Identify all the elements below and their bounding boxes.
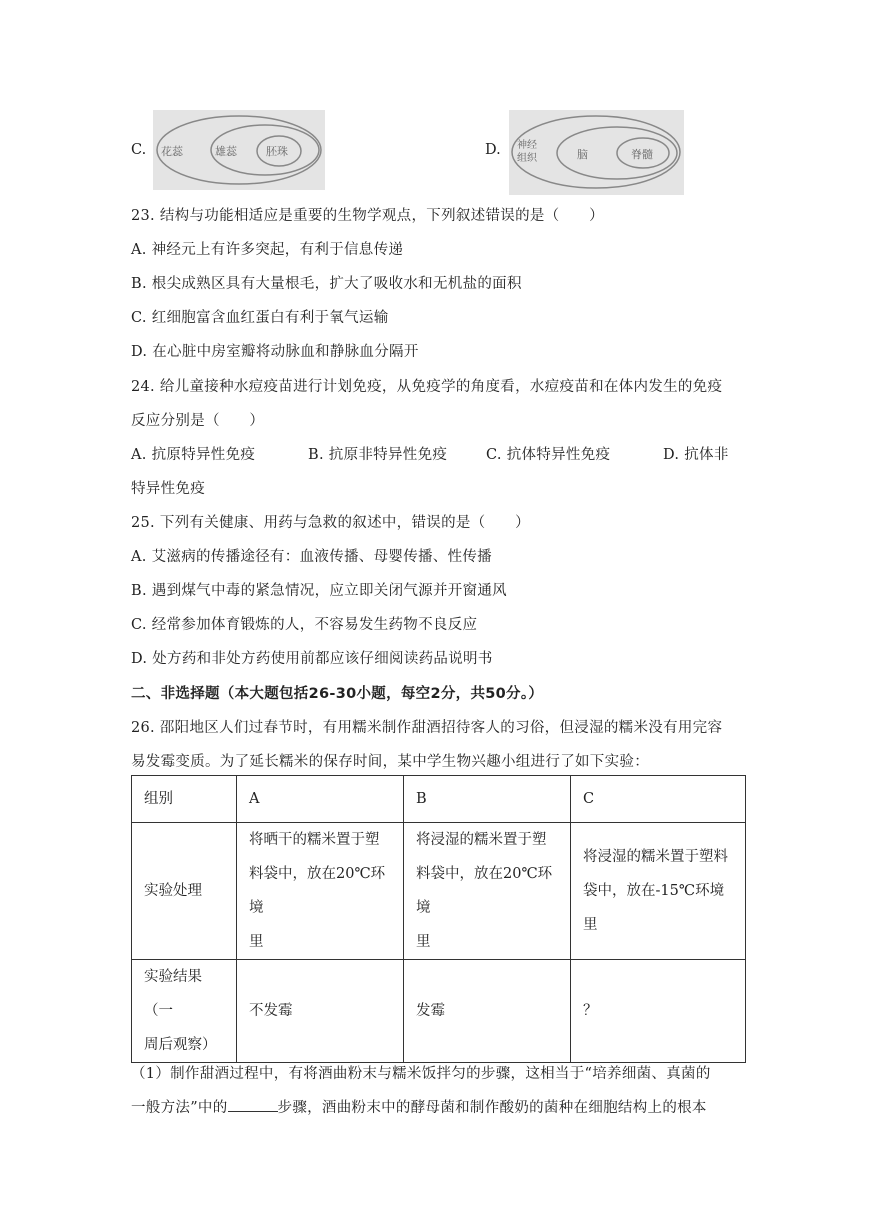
q25-option-a: A. 艾滋病的传播途径有：血液传播、母婴传播、性传播 (131, 549, 492, 565)
table-cell-line: 将浸湿的糯米置于塑料 (583, 849, 728, 865)
diagram-c-outer-label: 花蕊 (161, 145, 183, 158)
q26-stem-line2: 易发霉变质。为了延长糯米的保存时间，某中学生物兴趣小组进行了如下实验： (131, 754, 649, 770)
q23-option-d: D. 在心脏中房室瓣将动脉血和静脉血分隔开 (131, 344, 419, 360)
q24-stem-line2: 反应分别是（ ） (131, 413, 265, 429)
diagram-c-middle-label: 雄蕊 (215, 145, 237, 158)
option-d-label: D. (485, 142, 501, 158)
table-header-cell: C (571, 776, 746, 823)
table-cell (237, 823, 404, 960)
nested-ellipse-diagram-c (153, 110, 325, 190)
table-cell-line: 周后观察） (144, 1037, 217, 1053)
answer-blank[interactable] (228, 1097, 278, 1112)
table-row-label: 实验处理 (132, 823, 237, 960)
q24-option-d: D. 抗体非 (663, 447, 729, 463)
table-cell-line: 将浸湿的糯米置于塑 (416, 832, 547, 848)
table-row-label (132, 960, 237, 1063)
q24-option-c: C. 抗体特异性免疫 (486, 447, 611, 463)
q24-option-b: B. 抗原非特异性免疫 (308, 447, 448, 463)
q23-stem: 23. 结构与功能相适应是重要的生物学观点，下列叙述错误的是（ ） (131, 208, 604, 224)
diagram-d-middle-label: 脑 (577, 148, 588, 161)
table-header-cell: A (237, 776, 404, 823)
table-cell-line: 将晒干的糯米置于塑 (249, 832, 380, 848)
section-2-title: 二、非选择题（本大题包括26-30小题，每空2分，共50分。） (131, 686, 544, 702)
q23-option-c: C. 红细胞富含血红蛋白有利于氧气运输 (131, 310, 389, 326)
table-header-row (132, 776, 746, 823)
table-cell (404, 823, 571, 960)
diagram-d-outer-label-1: 神经 (517, 140, 537, 151)
table-cell-line: 袋中，放在-15℃环境里 (583, 883, 725, 933)
q26-sub1-line1: （1）制作甜酒过程中，有将酒曲粉末与糯米饭拌匀的步骤，这相当于“培养细菌、真菌的 (131, 1066, 711, 1082)
table-cell: ？ (571, 960, 746, 1063)
table-row (132, 960, 746, 1063)
table-header-cell: 组别 (132, 776, 237, 823)
table-cell-line: 实验结果（一 (144, 969, 202, 1019)
q26-stem-line1: 26. 邵阳地区人们过春节时，有用糯米制作甜酒招待客人的习俗，但浸湿的糯米没有用完容 (131, 720, 723, 736)
q25-option-b: B. 遇到煤气中毒的紧急情况，应立即关闭气源并开窗通风 (131, 583, 507, 599)
q24-option-d-continued: 特异性免疫 (131, 481, 205, 497)
q24-option-a: A. 抗原特异性免疫 (131, 447, 256, 463)
nested-ellipse-diagram-d (509, 110, 684, 195)
q25-option-c: C. 经常参加体育锻炼的人，不容易发生药物不良反应 (131, 617, 478, 633)
table-cell: 发霉 (404, 960, 571, 1063)
table-cell-line: 料袋中，放在20℃环境 (249, 866, 386, 916)
q25-stem: 25. 下列有关健康、用药与急救的叙述中，错误的是（ ） (131, 515, 530, 531)
table-header-cell: B (404, 776, 571, 823)
q26-sub1-line2-end: 步骤，酒曲粉末中的酵母菌和制作酸奶的菌种在细胞结构上的根本 (277, 1100, 707, 1116)
q23-option-b: B. 根尖成熟区具有大量根毛，扩大了吸收水和无机盐的面积 (131, 276, 522, 292)
q26-sub1-line2 (131, 1096, 707, 1117)
q23-option-a: A. 神经元上有许多突起，有利于信息传递 (131, 242, 404, 258)
diagram-d-outer-label-2: 组织 (517, 153, 537, 164)
q24-stem-line1: 24. 给儿童接种水痘疫苗进行计划免疫，从免疫学的角度看，水痘疫苗和在体内发生的免疫 (131, 379, 723, 395)
table-row (132, 823, 746, 960)
table-cell-line: 里 (416, 934, 431, 950)
q26-sub1-line2-start: 一般方法”中的 (131, 1100, 228, 1116)
q25-option-d: D. 处方药和非处方药使用前都应该仔细阅读药品说明书 (131, 651, 493, 667)
diagram-d-inner-label: 脊髓 (631, 148, 653, 161)
table-cell-line: 里 (249, 934, 264, 950)
option-c-label: C. (131, 142, 147, 158)
table-cell-line: 料袋中，放在20℃环境 (416, 866, 553, 916)
experiment-table (131, 775, 746, 1063)
diagram-c-inner-label: 胚珠 (266, 145, 288, 158)
table-cell (571, 823, 746, 960)
table-cell: 不发霉 (237, 960, 404, 1063)
